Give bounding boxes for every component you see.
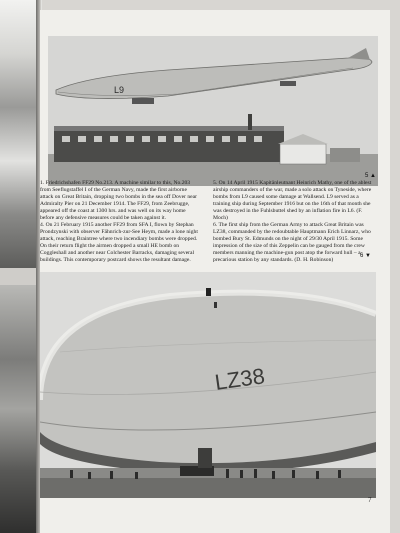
photo-number-6: 6 ▼ [360,253,371,259]
caption-6: 6. The first ship from the German Army to attack Great Britain was LZ38, commanded by the redoubtable Hauptmann Erich Linnarz, who bombed Bury St. Edmunds on the night of 29/30 April 1915. Some impression of the size of this Zeppelin can be gauged from the crew members manning the machine-gun post atop the forward hull – a precarious station by any standards. (D. H. Robinson) [213,222,371,263]
caption-4: 4. On 21 February 1915 another FF29 from SFA I, flown by Stephan Prondzynski with observer Fähnrich-zur-See Heym, made a lone night attack, reaching Braintree where two incendiary bombs were dropped. On their return flight the airmen dropped a small HE bomb on Coggleshall and another near Colchester Barracks, damaging several buildings. This contemporary postcard shows the resultant damage. [40,222,198,263]
caption-column-right [213,180,373,265]
previous-page-photo-top [0,0,36,268]
caption-1: 1. Friedrichshafen FF29 No.213. A machine similar to this, No.203 from Seeflugstaffel I of the German Navy, made the first airborne attack on Great Britain, dropping two bombs in the sea off Dover near Admiralty Pier on 21 December 1914. The FF29, from Zeebrugge, appeared off the coast at 1300 hrs. and was well on its way home before any defensive measures could be taken against it. [40,180,197,221]
caption-5: 5. On 14 April 1915 Kapitänleutnant Heinrich Mathy, one of the ablest airship commanders of the war, made a solo attack on Tyneside, where bombs from L9 caused some damage at Wallsend. L9 served as a training ship during September 1916 but on the 16th of that month she was destroyed in the Fuhlsbuttel shed by an inflation fire in L6. (F. Moch) [213,180,372,221]
zeppelin-l9-illustration [48,36,378,186]
photo-number-5: 5 ▲ [365,173,376,179]
caption-column-left [40,180,200,265]
photo-zeppelin-lz38 [40,272,376,498]
previous-page-strip [0,0,40,533]
previous-page-photo-bottom [0,285,36,533]
hull-marking-l9: L9 [114,85,125,95]
book-page [40,10,390,533]
hull-marking-lz38: LZ38 [213,363,267,395]
zeppelin-lz38-illustration [40,272,376,498]
photo-zeppelin-l9 [48,36,378,186]
page-number: 7 [368,496,372,504]
